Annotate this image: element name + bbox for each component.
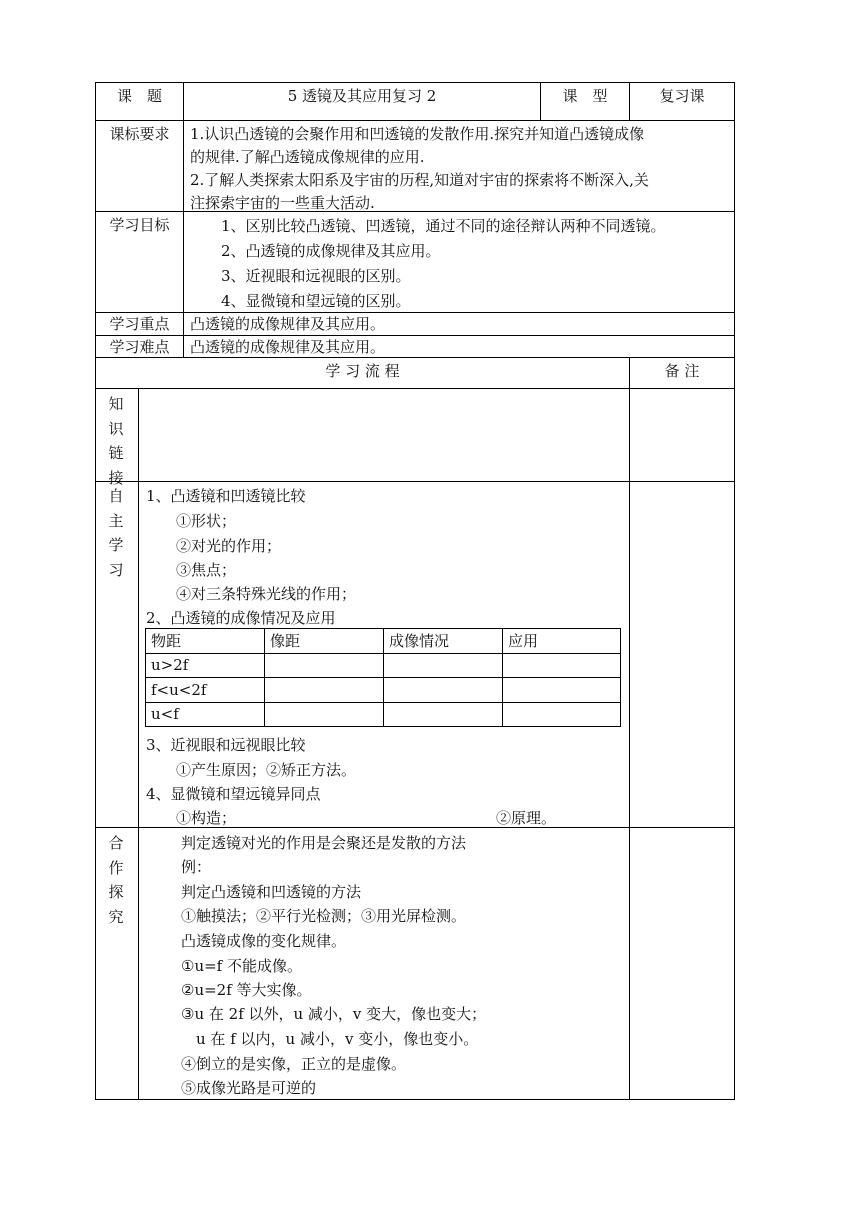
table-header-cell: 物距 — [146, 629, 265, 654]
self-study-line: ①构造； — [176, 809, 237, 827]
table-row — [146, 678, 621, 703]
standards-line: 注探索宇宙的一些重大活动. — [190, 194, 375, 212]
table-cell — [384, 678, 503, 703]
standards-line: 2.了解人类探索太阳系及宇宙的历程,知道对宇宙的探索将不断深入,关 — [190, 171, 649, 189]
table-cell: f<u<2f — [146, 678, 265, 703]
cooperative-line: ④倒立的是实像，正立的是虚像。 — [181, 1055, 407, 1073]
self-study-line: 2、凸透镜的成像情况及应用 — [146, 609, 336, 627]
table-header-cell: 成像情况 — [384, 629, 503, 654]
cooperative-line: ②u=2f 等大实像。 — [181, 981, 312, 999]
table-border — [95, 388, 735, 389]
cooperative-line: 凸透镜成像的变化规律。 — [181, 932, 347, 950]
standards-line: 的规律.了解凸透镜成像规律的应用. — [190, 148, 425, 166]
self-study-line: ①产生原因；②矫正方法。 — [176, 761, 357, 779]
self-study-line: 1、凸透镜和凹透镜比较 — [146, 487, 306, 505]
table-row — [146, 653, 621, 678]
difficulty-value: 凸透镜的成像规律及其应用。 — [190, 338, 386, 356]
self-study-line: ②对光的作用； — [176, 537, 282, 555]
table-border — [95, 82, 735, 83]
type-label: 课 型 — [562, 87, 608, 105]
table-border — [95, 1099, 735, 1100]
topic-value: 5 透镜及其应用复习 2 — [287, 87, 437, 105]
objective-item: 2、凸透镜的成像规律及其应用。 — [221, 242, 441, 260]
type-value: 复习课 — [659, 87, 705, 105]
table-row — [146, 702, 621, 727]
objective-item: 3、近视眼和远视眼的区别。 — [221, 267, 411, 285]
topic-label: 课 题 — [116, 87, 162, 105]
imaging-table — [145, 628, 621, 727]
cooperative-line: ⑤成像光路是可逆的 — [181, 1079, 317, 1097]
cooperative-line: ①触摸法；②平行光检测；③用光屏检测。 — [181, 907, 467, 925]
table-cell — [503, 702, 621, 727]
standards-label: 课标要求 — [109, 125, 170, 143]
cooperative-line: 判定透镜对光的作用是会聚还是发散的方法 — [181, 834, 467, 852]
cooperative-line: 例： — [181, 858, 212, 876]
table-border — [95, 827, 735, 828]
table-border — [95, 312, 735, 313]
table-cell — [265, 678, 384, 703]
table-border — [95, 357, 735, 358]
key-point-value: 凸透镜的成像规律及其应用。 — [190, 315, 386, 333]
objective-item: 4、显微镜和望远镜的区别。 — [221, 292, 411, 310]
table-border — [629, 357, 630, 1100]
table-header-row — [146, 629, 621, 654]
standards-line: 1.认识凸透镜的会聚作用和凹透镜的发散作用.探究并知道凸透镜成像 — [190, 125, 645, 143]
table-border — [183, 82, 184, 358]
table-border — [95, 82, 96, 1100]
table-border — [138, 388, 139, 1100]
self-study-line: ③焦点； — [176, 561, 237, 579]
table-border — [734, 82, 735, 1100]
self-study-line: 3、近视眼和远视眼比较 — [146, 736, 306, 754]
self-study-line: ④对三条特殊光线的作用； — [176, 585, 357, 603]
cooperative-line: ③u 在 2f 以外，u 减小，v 变大，像也变大； — [181, 1005, 487, 1023]
table-border — [95, 335, 735, 336]
cooperative-label: 合作探究 — [108, 834, 124, 926]
notes-header: 备 注 — [664, 362, 700, 380]
difficulty-label: 学习难点 — [109, 338, 170, 356]
table-cell — [384, 702, 503, 727]
table-cell — [265, 702, 384, 727]
table-cell — [503, 653, 621, 678]
cooperative-line: ①u=f 不能成像。 — [181, 957, 302, 975]
self-study-line: ①形状； — [176, 512, 237, 530]
self-study-label: 自主学习 — [108, 487, 124, 579]
table-cell — [384, 653, 503, 678]
table-border — [95, 481, 735, 482]
cooperative-line: u 在 f 以内，u 减小，v 变小，像也变小。 — [196, 1030, 479, 1048]
objectives-label: 学习目标 — [109, 216, 170, 234]
table-cell — [503, 678, 621, 703]
self-study-line: ②原理。 — [496, 809, 557, 827]
key-point-label: 学习重点 — [109, 315, 170, 333]
table-cell: u<f — [146, 702, 265, 727]
table-header-cell: 应用 — [503, 629, 621, 654]
cooperative-line: 判定凸透镜和凹透镜的方法 — [181, 883, 362, 901]
objective-item: 1、区别比较凸透镜、凹透镜，通过不同的途径辩认两种不同透镜。 — [221, 217, 666, 235]
table-border — [95, 120, 735, 121]
flow-header: 学 习 流 程 — [325, 362, 400, 380]
table-header-cell: 像距 — [265, 629, 384, 654]
knowledge-link-label: 知识链接 — [108, 395, 124, 487]
self-study-line: 4、显微镜和望远镜异同点 — [146, 785, 321, 803]
table-cell: u>2f — [146, 653, 265, 678]
table-cell — [265, 653, 384, 678]
